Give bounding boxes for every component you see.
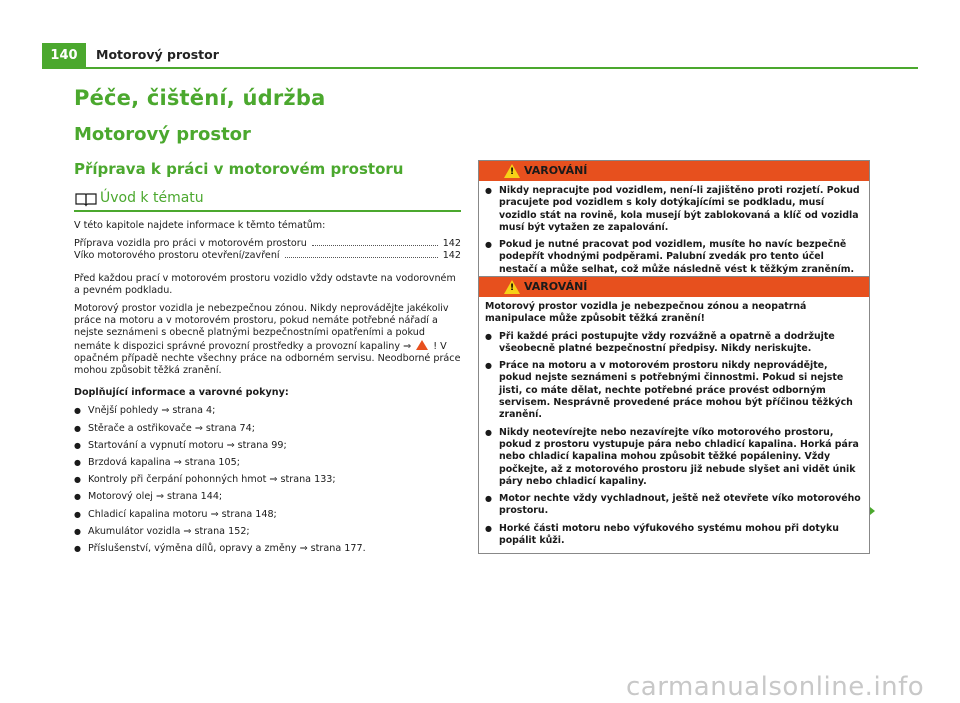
- warning-title: VAROVÁNÍ: [524, 280, 588, 293]
- list-item[interactable]: ● Vnější pohledy ⇒ strana 4;: [74, 405, 461, 417]
- toc-label: Víko motorového prostoru otevření/zavření: [74, 250, 280, 262]
- warning-header: [479, 277, 869, 297]
- warning-icon: !: [504, 280, 520, 294]
- warning-item: ● Práce na motoru a v motorovém prostoru nikdy neprovádějte, pokud nejste seznámeni s potřebnými činnostmi. Pokud si nejste jisti, co máte dělat, nechte potřebné práce provést odborným servisem. Nesprávně provedené práce mohou být příčinou těžkých zranění.: [485, 360, 863, 421]
- toc-leader: [285, 257, 438, 258]
- topics-lead: V této kapitole najdete informace k těmto tématům:: [74, 220, 326, 231]
- warning-icon: !: [504, 164, 520, 178]
- warning-item: ● Motor nechte vždy vychladnout, ještě než otevřete víko motorového prostoru.: [485, 493, 863, 518]
- chapter-title: Péče, čištění, údržba: [74, 86, 326, 110]
- list-item[interactable]: ● Chladicí kapalina motoru ⇒ strana 148;: [74, 509, 461, 521]
- book-icon: [74, 190, 98, 208]
- toc-label: Příprava vozidla pro práci v motorovém prostoru: [74, 238, 307, 250]
- toc-page: 142: [442, 238, 461, 250]
- warning-triangle-icon: [416, 340, 428, 350]
- list-item[interactable]: ● Startování a vypnutí motoru ⇒ strana 99;: [74, 440, 461, 452]
- warning-item: ● Při každé práci postupujte vždy rozvážně a opatrně a dodržujte všeobecně platné bezpečnostní předpisy. Nikdy neriskujte.: [485, 331, 863, 356]
- toc-row[interactable]: [74, 250, 461, 262]
- warning-box-1: [478, 160, 870, 283]
- warning-item: ● Nikdy nepracujte pod vozidlem, není-li zajištěno proti rozjetí. Pokud pracujete pod vozidlem s koly dotýkajícími se podkladu, musí vozidlo stát na rovině, kola musejí být zablokovaná a klíč od vozidla musí být vytažen ze zapalování.: [485, 185, 863, 234]
- toc-row[interactable]: [74, 238, 461, 250]
- warning-box-2: [478, 276, 870, 554]
- section-title: Motorový prostor: [74, 124, 251, 145]
- toc-page: 142: [442, 250, 461, 262]
- list-item[interactable]: ● Příslušenství, výměna dílů, opravy a změny ⇒ strana 177.: [74, 543, 461, 555]
- list-item[interactable]: ● Akumulátor vozidla ⇒ strana 152;: [74, 526, 461, 538]
- left-column: [74, 220, 461, 560]
- continue-arrow-icon[interactable]: [870, 507, 875, 515]
- intro-title: Úvod k tématu: [100, 190, 204, 206]
- running-head: Motorový prostor: [96, 47, 219, 62]
- page-number: 140: [42, 43, 86, 69]
- watermark: carmanualsonline.info: [626, 672, 925, 702]
- list-item[interactable]: ● Motorový olej ⇒ strana 144;: [74, 491, 461, 503]
- paragraph-2-part-a: Motorový prostor vozidla je nebezpečnou zónou. Nikdy neprovádějte jakékoliv práce na motoru a v motorovém prostoru, pokud nemáte potřebné nářadí a nejste seznámeni s obecně platnými bezpečnostními opatřeními a pokud nemáte k dispozici správné provozní prostředky a provozní kapaliny ⇒: [74, 303, 449, 352]
- warning-header: [479, 161, 869, 181]
- warning-item: ● Horké části motoru nebo výfukového systému mohou při dotyku popálit kůži.: [485, 523, 863, 548]
- warning-item: ● Nikdy neotevírejte nebo nezavírejte víko motorového prostoru, pokud z prostoru vystupuje pára nebo chladicí kapalina. Horká pára nebo chladicí kapalina mohou způsobit těžké popáleniny. Vždy počkejte, až z motorového prostoru již nebude slyšet ani vidět únik páry nebo chladicí kapaliny.: [485, 427, 863, 488]
- paragraph-2-part-b: ! V opačném případě nechte všechny práce na odborném servisu. Neodborné práce mohou způsobit těžká zranění.: [74, 340, 461, 377]
- warning-title: VAROVÁNÍ: [524, 164, 588, 177]
- references-heading: Doplňující informace a varovné pokyny:: [74, 387, 289, 399]
- warning-body: [479, 181, 869, 282]
- warning-lead: Motorový prostor vozidla je nebezpečnou zónou a neopatrná manipulace může způsobit těžká zranění!: [485, 301, 807, 325]
- warning-body: [479, 297, 869, 553]
- toc-leader: [312, 245, 438, 246]
- paragraph-1: Před každou prací v motorovém prostoru vozidlo vždy odstavte na vodorovném a pevném podkladu.: [74, 272, 456, 296]
- references-list: [74, 405, 461, 555]
- paragraph-2: [74, 303, 461, 377]
- warning-item: ● Pokud je nutné pracovat pod vozidlem, musíte ho navíc bezpečně podepřít vhodnými podpěrami. Palubní zvedák pro tento účel nestačí a může selhat, což může následně vést k těžkým zraněním.: [485, 239, 863, 276]
- list-item[interactable]: ● Kontroly při čerpání pohonných hmot ⇒ strana 133;: [74, 474, 461, 486]
- subsection-title: Příprava k práci v motorovém prostoru: [74, 160, 404, 178]
- list-item[interactable]: ● Brzdová kapalina ⇒ strana 105;: [74, 457, 461, 469]
- list-item[interactable]: ● Stěrače a ostřikovače ⇒ strana 74;: [74, 423, 461, 435]
